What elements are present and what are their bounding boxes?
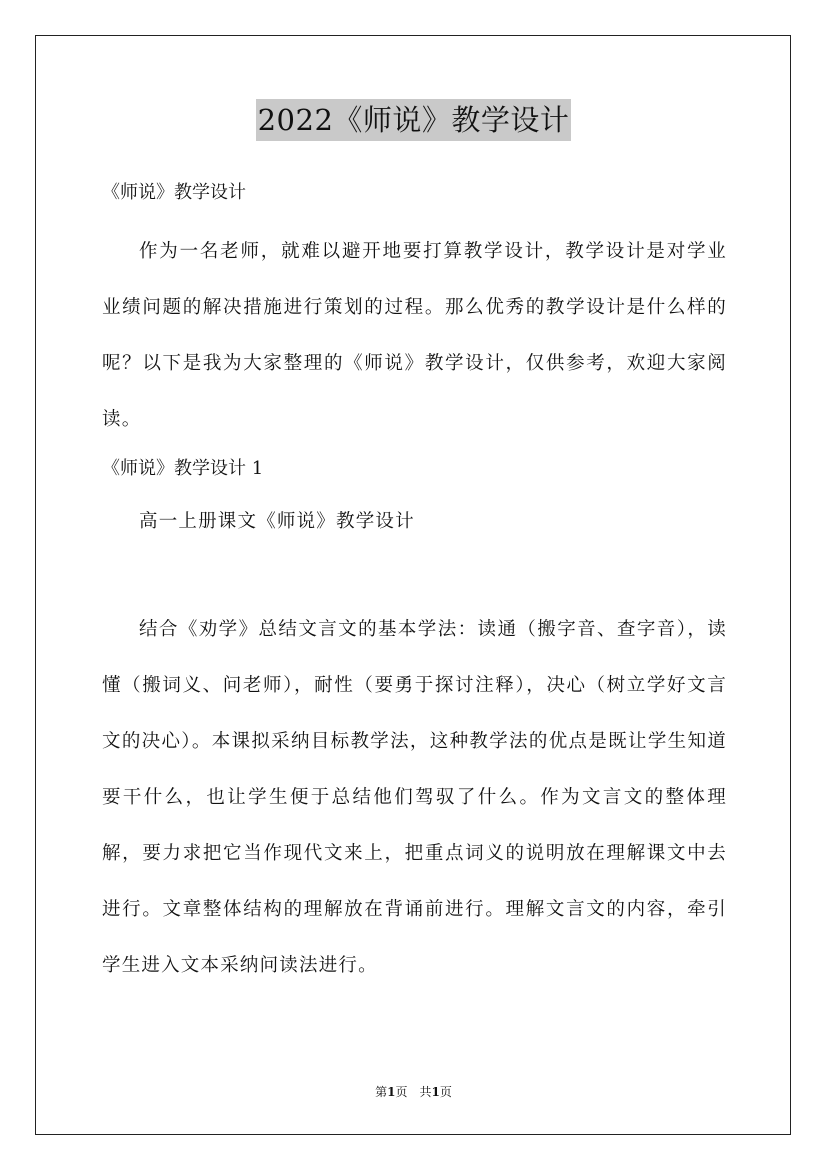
intro-paragraph: 作为一名老师，就难以避开地要打算教学设计，教学设计是对学业业绩问题的解决措施进行策划的过程。那么优秀的教学设计是什么样的呢？以下是我为大家整理的《师说》教学设计，仅供参考，欢迎大家阅读。: [102, 241, 727, 430]
subtitle-line: 高一上册课文《师说》教学设计: [139, 511, 415, 532]
page-mid: 页 共: [395, 1085, 432, 1099]
page-total-number: 1: [431, 1085, 440, 1099]
page-current-number: 1: [387, 1085, 396, 1099]
page-footer: [0, 1083, 827, 1100]
document-body: [102, 176, 727, 994]
page-suffix: 页: [439, 1085, 452, 1099]
subheading-1: 《师说》教学设计: [102, 182, 246, 203]
subheading-2: 《师说》教学设计 1: [102, 458, 264, 479]
page-prefix: 第: [375, 1085, 388, 1099]
document-title: 2022《师说》教学设计: [256, 99, 572, 141]
body-paragraph: 结合《劝学》总结文言文的基本学法：读通（搬字音、查字音），读懂（搬词义、问老师），耐性（要勇于探讨注释），决心（树立学好文言文的决心）。本课拟采纳目标教学法，这种教学法的优点是既让学生知道要干什么，也让学生便于总结他们驾驭了什么。作为文言文的整体理解，要力求把它当作现代文来上，把重点词义的说明放在理解课文中去进行。文章整体结构的理解放在背诵前进行。理解文言文的内容，牵引学生进入文本采纳问读法进行。: [102, 619, 727, 976]
blank-spacer: [102, 550, 727, 602]
title-container: [0, 99, 827, 141]
